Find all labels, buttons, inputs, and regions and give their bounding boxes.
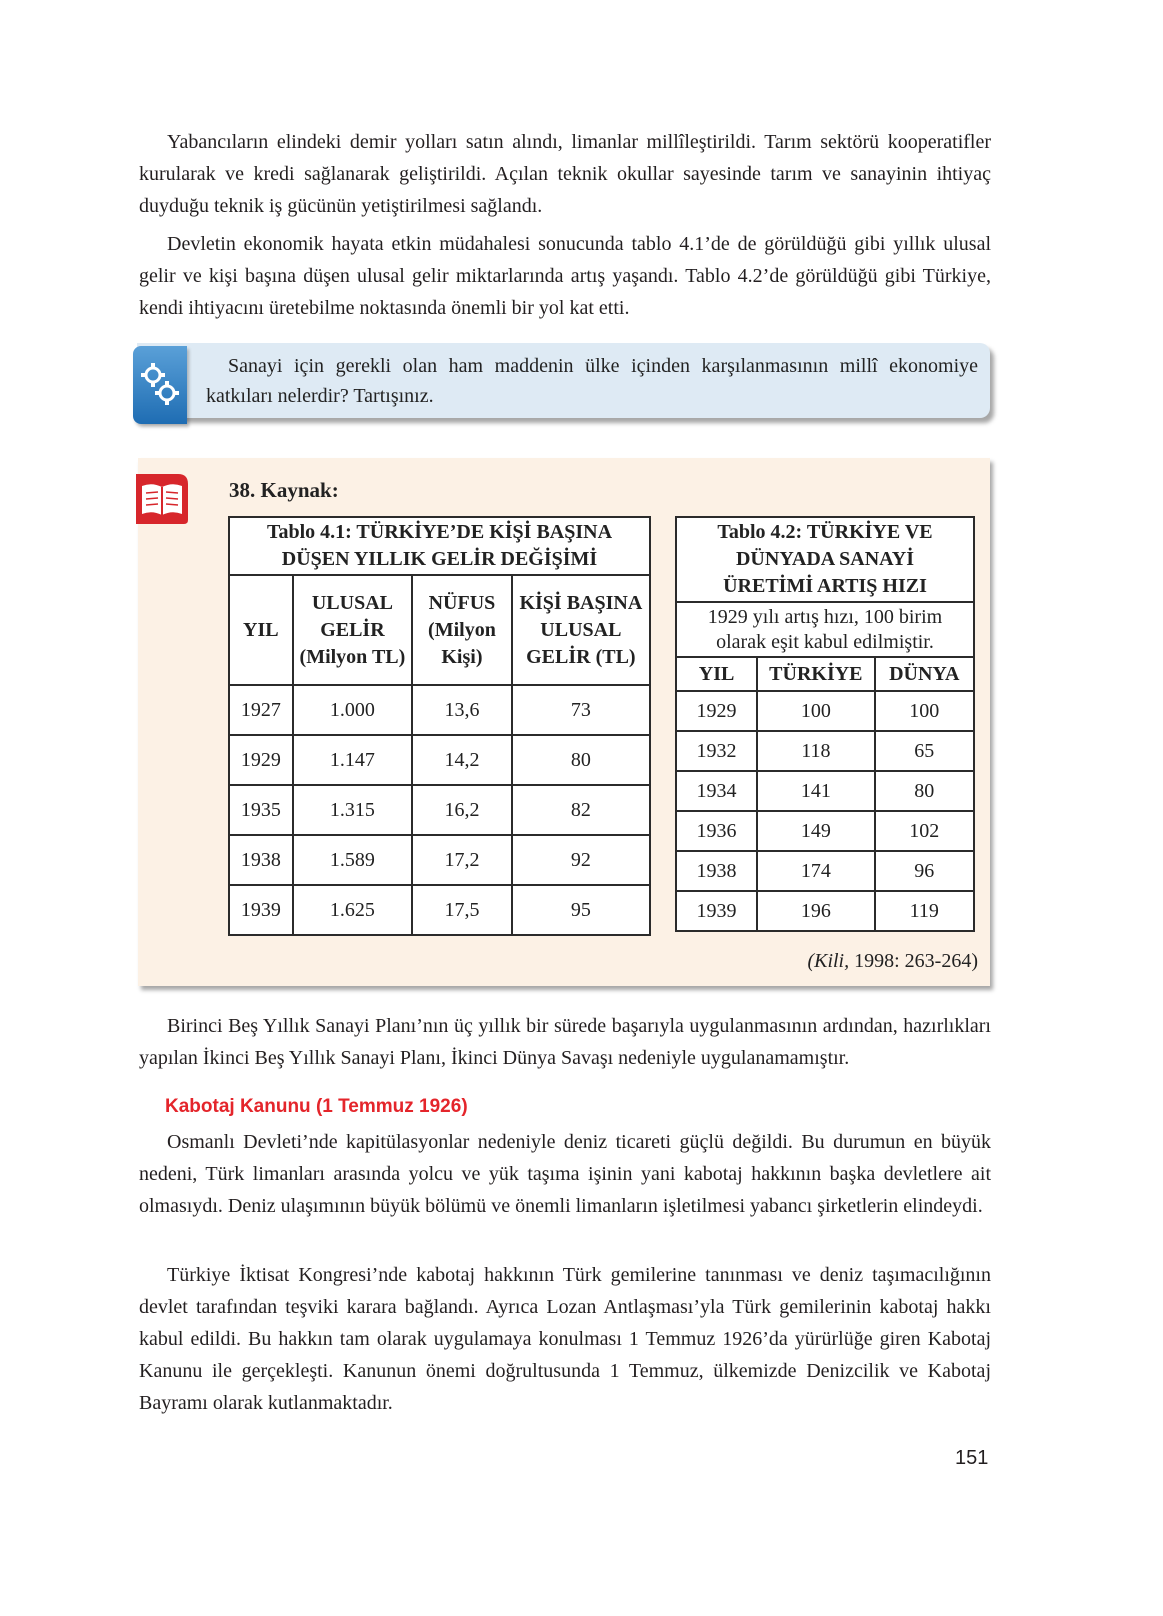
table-cell: 1935 xyxy=(229,785,293,835)
paragraph-cabotage-law: Türkiye İktisat Kongresi’nde kabotaj hakkının Türk gemilerine tanınması ve deniz taşımacılığının devlet tarafından teşviki karara bağlandı. Ayrıca Lozan Antlaşması’yla Türk gemilerinin kabotaj hakkı kabul edildi. Bu hakkın tam olarak uygulamaya konulması 1 Temmuz 1926’da yürürlüğe giren Kabotaj Kanunu ile gerçekleşti. Kanunun önemi doğrultusunda 1 Temmuz, ülkemizde Denizcilik ve Kabotaj Bayramı olarak kutlanmaktadır. xyxy=(139,1264,991,1414)
table-cell: 80 xyxy=(512,735,650,785)
table-cell: 1.589 xyxy=(293,835,412,885)
paragraph-five-year-plan: Birinci Beş Yıllık Sanayi Planı’nın üç yıllık bir sürede başarıyla uygulanmasının ardından, hazırlıkları yapılan İkinci Beş Yıllık Sanayi Planı, İkinci Dünya Savaşı nedeniyle uygulanamamıştır. xyxy=(139,1015,991,1069)
industry-table-note: 1929 yılı artış hızı, 100 birim olarak eşit kabul edilmiştir. xyxy=(676,602,974,657)
table-cell: 1939 xyxy=(676,891,757,931)
income-table xyxy=(228,516,651,936)
table-row xyxy=(676,731,974,771)
table-row xyxy=(676,891,974,931)
table-header: ULUSAL GELİR (Milyon TL) xyxy=(293,575,412,685)
table-cell: 1.000 xyxy=(293,685,412,735)
source-title: 38. Kaynak: xyxy=(229,478,339,502)
table-header: YIL xyxy=(229,575,293,685)
table-row xyxy=(229,785,650,835)
table-cell: 100 xyxy=(875,691,974,731)
table-row xyxy=(229,735,650,785)
table-row xyxy=(676,811,974,851)
table-cell: 149 xyxy=(757,811,874,851)
table-cell: 1939 xyxy=(229,885,293,935)
industry-table xyxy=(675,516,975,932)
table-cell: 196 xyxy=(757,891,874,931)
table-cell: 1932 xyxy=(676,731,757,771)
table-cell: 82 xyxy=(512,785,650,835)
table-cell: 13,6 xyxy=(412,685,512,735)
table-cell: 102 xyxy=(875,811,974,851)
source-citation xyxy=(700,950,978,973)
table-row xyxy=(676,851,974,891)
table-cell: 14,2 xyxy=(412,735,512,785)
table-header: KİŞİ BAŞINA ULUSAL GELİR (TL) xyxy=(512,575,650,685)
table-cell: 80 xyxy=(875,771,974,811)
table-cell: 1929 xyxy=(676,691,757,731)
paragraph-economy: Devletin ekonomik hayata etkin müdahalesi sonucunda tablo 4.1’de de görüldüğü gibi yıllık ulusal gelir ve kişi başına düşen ulusal gelir miktarlarında artış yaşandı. Tablo 4.2’de görüldüğü gibi Türkiye, kendi ihtiyacını üretebilme noktasında önemli bir yol kat etti. xyxy=(139,233,991,319)
table-cell: 1.147 xyxy=(293,735,412,785)
citation-year-pages: 1998: 263-264) xyxy=(849,950,978,972)
table-cell: 141 xyxy=(757,771,874,811)
citation-author: (Kili, xyxy=(807,950,850,972)
table-header: NÜFUS (Milyon Kişi) xyxy=(412,575,512,685)
table-row xyxy=(229,835,650,885)
table-row xyxy=(676,691,974,731)
table-cell: 100 xyxy=(757,691,874,731)
table-cell: 95 xyxy=(512,885,650,935)
table-cell: 17,5 xyxy=(412,885,512,935)
table-row xyxy=(229,885,650,935)
paragraph-railways: Yabancıların elindeki demir yolları satın alındı, limanlar millîleştirildi. Tarım sektörü kooperatifler kurularak ve kredi sağlanarak geliştirildi. Açılan teknik okullar sayesinde tarım ve sanayinin ihtiyaç duyduğu teknik iş gücünün yetiştirilmesi sağlandı. xyxy=(139,131,991,217)
book-icon xyxy=(132,470,192,526)
income-table-title: Tablo 4.1: TÜRKİYE’DE KİŞİ BAŞINA DÜŞEN YILLIK GELİR DEĞİŞİMİ xyxy=(229,517,650,575)
table-cell: 1936 xyxy=(676,811,757,851)
discussion-question: Sanayi için gerekli olan ham maddenin ülke içinden karşılanmasının millî ekonomiye katkıları nelerdir? Tartışınız. xyxy=(206,355,978,407)
table-cell: 174 xyxy=(757,851,874,891)
table-cell: 118 xyxy=(757,731,874,771)
table-header: DÜNYA xyxy=(875,657,974,691)
table-cell: 92 xyxy=(512,835,650,885)
paragraph-capitulations: Osmanlı Devleti’nde kapitülasyonlar nedeniyle deniz ticareti güçlü değildi. Bu durumun en büyük nedeni, Türk limanları arasında yolcu ve yük taşıma işinin yani kabotaj hakkının başka devletlere ait olmasıydı. Deniz ulaşımının büyük bölümü ve önemli limanların işletilmesi yabancı şirketlerin elindeydi. xyxy=(139,1131,991,1217)
table-cell: 16,2 xyxy=(412,785,512,835)
table-cell: 1.625 xyxy=(293,885,412,935)
gears-icon xyxy=(133,346,187,424)
table-cell: 1934 xyxy=(676,771,757,811)
table-cell: 1938 xyxy=(676,851,757,891)
table-cell: 96 xyxy=(875,851,974,891)
section-heading: Kabotaj Kanunu (1 Temmuz 1926) xyxy=(165,1096,468,1117)
table-cell: 1929 xyxy=(229,735,293,785)
table-cell: 1.315 xyxy=(293,785,412,835)
table-row xyxy=(676,771,974,811)
table-cell: 65 xyxy=(875,731,974,771)
table-header: TÜRKİYE xyxy=(757,657,874,691)
table-cell: 17,2 xyxy=(412,835,512,885)
table-cell: 119 xyxy=(875,891,974,931)
table-cell: 73 xyxy=(512,685,650,735)
table-cell: 1927 xyxy=(229,685,293,735)
table-header: YIL xyxy=(676,657,757,691)
table-cell: 1938 xyxy=(229,835,293,885)
table-row xyxy=(229,685,650,735)
industry-table-title: Tablo 4.2: TÜRKİYE VE DÜNYADA SANAYİ ÜRETİMİ ARTIŞ HIZI xyxy=(676,517,974,602)
page-number: 151 xyxy=(955,1447,989,1469)
